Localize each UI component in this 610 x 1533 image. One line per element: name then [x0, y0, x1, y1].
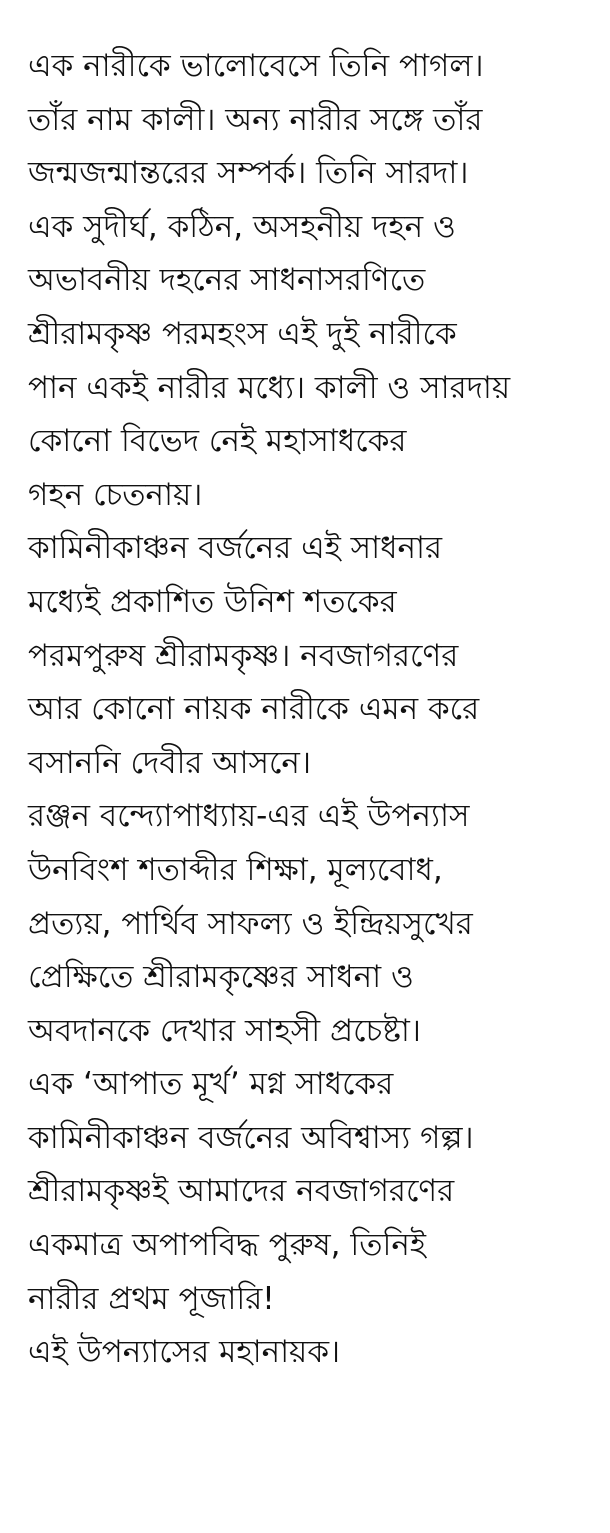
text-line-24: নারীর প্রথম পূজারি! [28, 1280, 275, 1317]
text-line-22: শ্রীরামকৃষ্ণই আমাদের নবজাগরণের [28, 1173, 455, 1210]
text-line-21: কামিনীকাঞ্চন বর্জনের অবিশ্বাস্য গল্প। [28, 1119, 474, 1156]
blurb-text [28, 40, 588, 1380]
text-line-6: শ্রীরামকৃষ্ণ পরমহংস এই দুই নারীকে [28, 315, 457, 352]
text-line-4: এক সুদীর্ঘ, কঠিন, অসহনীয় দহন ও [28, 208, 456, 245]
text-line-19: অবদানকে দেখার সাহসী প্রচেষ্টা। [28, 1012, 421, 1049]
text-line-11: মধ্যেই প্রকাশিত উনিশ শতকের [28, 583, 397, 620]
text-line-5: অভাবনীয় দহনের সাধনাসরণিতে [28, 262, 426, 299]
text-line-18: প্রেক্ষিতে শ্রীরামকৃষ্ণের সাধনা ও [28, 959, 414, 996]
text-line-7: পান একই নারীর মধ্যে। কালী ও সারদায় [28, 369, 511, 406]
text-line-17: প্রত্যয়, পার্থিব সাফল্য ও ইন্দ্রিয়সুখের [28, 905, 473, 942]
text-line-25: এই উপন্যাসের মহানায়ক। [28, 1334, 341, 1371]
text-line-23: একমাত্র অপাপবিদ্ধ পুরুষ, তিনিই [28, 1227, 426, 1264]
text-line-8: কোনো বিভেদ নেই মহাসাধকের [28, 423, 407, 460]
text-line-12: পরমপুরুষ শ্রীরামকৃষ্ণ। নবজাগরণের [28, 637, 459, 674]
text-line-2: তাঁর নাম কালী। অন্য নারীর সঙ্গে তাঁর [28, 101, 483, 138]
text-line-15: রঞ্জন বন্দ্যোপাধ্যায়-এর এই উপন্যাস [28, 798, 470, 835]
text-line-14: বসাননি দেবীর আসনে। [28, 744, 312, 781]
text-line-20: এক ‘আপাত মূর্খ’ মগ্ন সাধকের [28, 1066, 394, 1103]
text-line-16: উনবিংশ শতাব্দীর শিক্ষা, মূল্যবোধ, [28, 851, 443, 888]
text-line-10: কামিনীকাঞ্চন বর্জনের এই সাধনার [28, 530, 443, 567]
text-line-13: আর কোনো নায়ক নারীকে এমন করে [28, 691, 480, 728]
text-line-9: গহন চেতনায়। [28, 476, 203, 513]
text-line-3: জন্মজন্মান্তরের সম্পর্ক। তিনি সারদা। [28, 155, 469, 192]
text-line-1: এক নারীকে ভালোবেসে তিনি পাগল। [28, 48, 484, 84]
